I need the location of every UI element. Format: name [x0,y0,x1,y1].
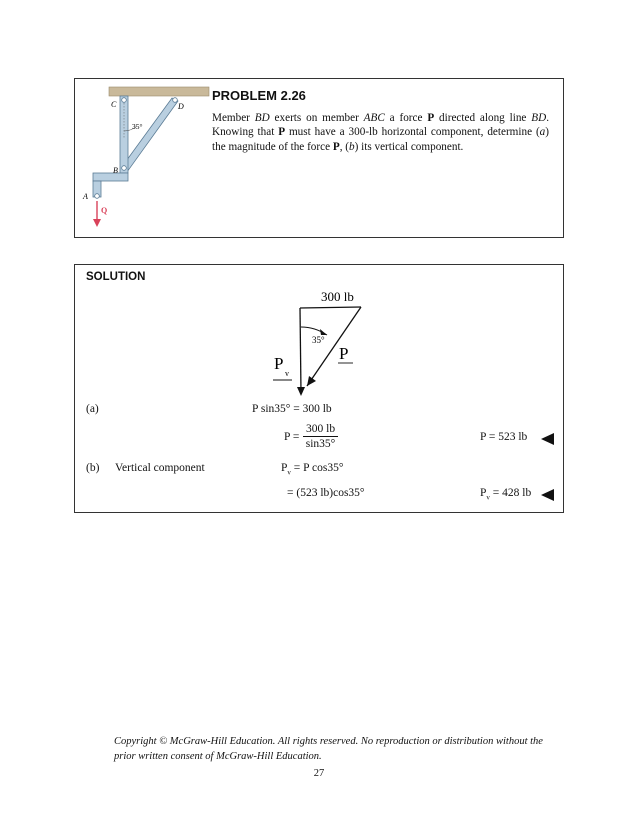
page-number: 27 [313,768,325,779]
part-a-fraction [303,423,338,451]
pin-a [95,194,100,199]
sketch-force-p-arrowhead [307,376,316,386]
part-b-equation-2: = (523 lb)cos35° [287,487,365,499]
label-d: D [178,102,184,111]
part-a-fraction-denominator: sin35° [305,438,336,450]
member-bd [121,98,178,172]
label-angle: 35° [132,122,143,131]
problem-title: PROBLEM 2.26 [212,88,306,103]
sketch-label-angle: 35° [312,335,325,345]
pin-b [122,166,127,171]
sketch-vertical-arrowhead [297,387,305,396]
problem-statement: Member BD exerts on member ABC a force P directed along line BD. Knowing that P must have a 300-lb horizontal component, determine (a) the magnitude of the force P, (b) its vertical component. [212,112,549,153]
sketch-force-p-line [307,307,361,386]
ceiling-support [109,87,209,96]
part-b-description: Vertical component [115,462,205,474]
part-a-label: (a) [86,403,99,415]
solution-title: SOLUTION [86,271,146,283]
part-a-answer-marker [541,433,555,445]
member-abc-horizontal [93,173,128,181]
force-q-arrowhead [93,219,101,227]
sketch-label-p: P [339,344,349,363]
copyright-notice: Copyright © McGraw-Hill Education. All rights reserved. No reproduction or distribution without the prior written consent of McGraw-Hill Education. [114,736,543,762]
sketch-label-300lb: 300 lb [321,289,354,304]
sketch-vertical-line [300,308,301,393]
force-triangle-sketch [265,283,415,423]
pin-d [173,98,178,103]
part-b-answer: $P_v = 428$ lb [480,487,532,502]
part-b-answer-marker [541,489,555,501]
part-a-answer: P = 523 lb [480,431,528,443]
part-a-equation-2-lhs: P = [284,431,300,443]
sketch-label-pv: P [274,354,284,373]
part-a-fraction-numerator: 300 lb [303,423,338,437]
sketch-label-pv-sub: v [285,369,289,378]
label-a: A [83,192,88,201]
part-b-label: (b) [86,462,100,474]
label-c: C [111,100,117,109]
label-b: B [113,166,118,175]
label-q: Q [101,206,108,215]
problem-box [74,78,564,238]
sketch-horizontal-line [300,307,361,308]
part-b-equation-1: $P_v = P$ cos35° [281,462,344,477]
problem-figure [75,79,210,237]
pin-c [122,98,127,103]
part-a-equation-1: P sin35° = 300 lb [252,403,332,415]
solution-box [74,264,564,513]
